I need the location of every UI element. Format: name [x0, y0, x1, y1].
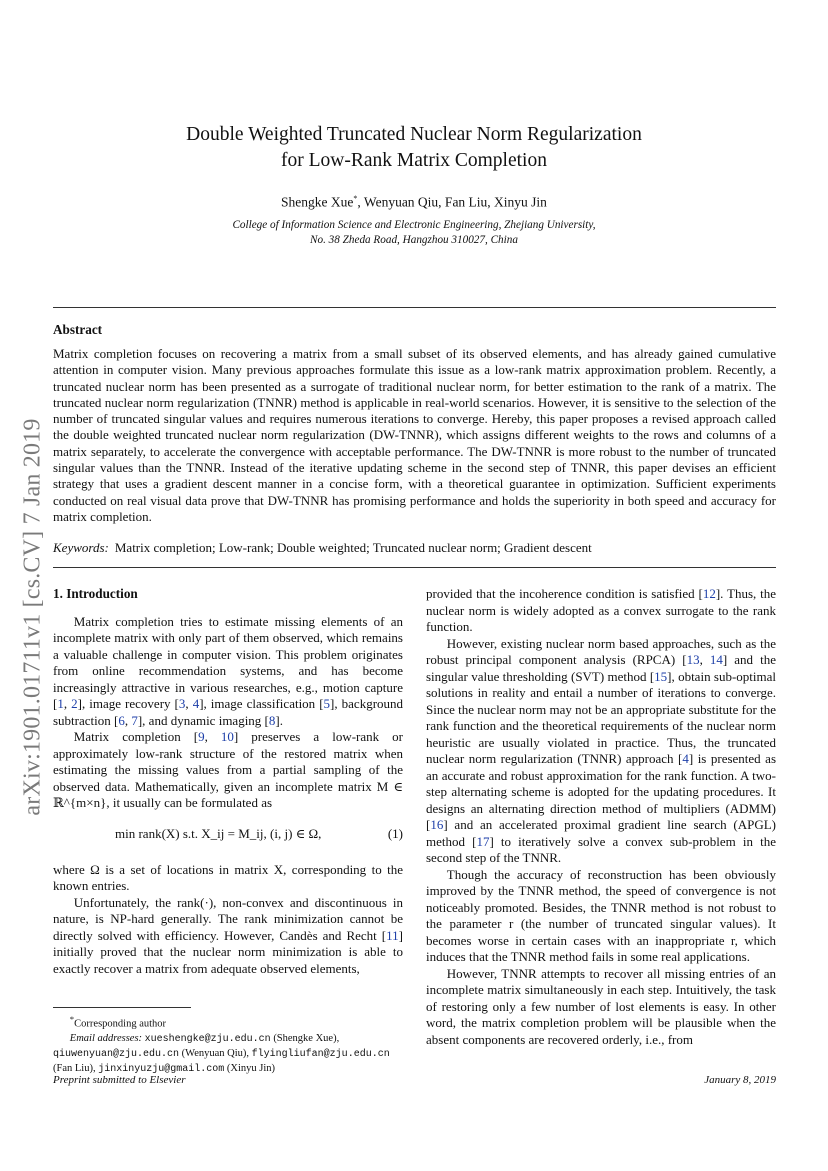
paper-title [0, 122, 828, 174]
footnote-corresponding: *Corresponding author [69, 1014, 167, 1030]
affiliation-line-1: College of Information Science and Electronic Engineering, Zhejiang University, [232, 219, 596, 231]
section-heading-introduction: 1. Introduction [53, 586, 138, 601]
citation-link[interactable]: 5 [323, 696, 331, 711]
citation-link[interactable]: 15 [654, 668, 668, 684]
abstract-body: Matrix completion focuses on recovering a matrix from a small subset of its observed elements, and has already gained cumulative attention in computer vision. Many previous approaches formulate this issue as a low-rank matrix approximation problem. Recently, a truncated nuclear norm has been presented as a surrogate of traditional nuclear norm, for better estimation to the rank of a matrix. The truncated nuclear norm regularization (TNNR) method is applicable in real-world scenarios. However, it is sensitive to the selection of the number of truncated singular values and requires numerous iterations to converge. Hereby, this paper proposes a revised approach called the double weighted truncated nuclear norm regularization (DW-TNNR), which assigns different weights to the rows and columns of a matrix separately, to accelerate the convergence with acceptable performance. The DW-TNNR is more robust to the number of truncated singular values than the TNNR. Instead of the iterative updating scheme in the second step of TNNR, this paper devises an efficient strategy that uses a gradient descent manner in a concise form, with a theoretical guarantee in optimization. Sufficient experiments conducted on real visual data prove that DW-TNNR has promising performance and holds the superiority in both speed and accuracy for matrix completion. [53, 346, 776, 524]
citation-link[interactable]: 11 [386, 927, 399, 943]
intro-paragraph-5: provided that the incoherence condition is satisfied [12]. Thus, the nuclear norm is widely adopted as a convex surrogate to the rank function. [426, 586, 777, 634]
keywords-rule [53, 567, 776, 568]
citation-link[interactable]: 10 [220, 729, 234, 744]
affiliation [0, 218, 828, 247]
footnote-rule [53, 1007, 191, 1008]
footnote-emails: Email addresses: xueshengke@zju.edu.cn (Shengke Xue), qiuwenyuan@zju.edu.cn (Wenyuan Qiu), flyingliufan@zju.edu.cn (Fan Liu), jinxinyuzju@gmail.com (Xinyu Jin) [53, 1032, 390, 1075]
email-link[interactable]: jinxinyuzju@gmail.com [98, 1063, 225, 1075]
citation-link[interactable]: 6 [118, 712, 125, 728]
footer-preprint: Preprint submitted to Elsevier [53, 1074, 186, 1086]
author-list [0, 194, 828, 211]
citation-link[interactable]: 7 [131, 712, 138, 728]
citation-link[interactable]: 17 [476, 833, 490, 849]
email-link[interactable]: qiuwenyuan@zju.edu.cn [53, 1048, 180, 1060]
equation-1 [53, 826, 403, 856]
arxiv-identifier: arXiv:1901.01711v1 [cs.CV] 7 Jan 2019 [19, 418, 46, 816]
left-column [53, 586, 403, 977]
email-link[interactable]: xueshengke@zju.edu.cn [144, 1033, 271, 1045]
top-rule [53, 307, 776, 308]
keywords-text: Matrix completion; Low-rank; Double weighted; Truncated nuclear norm; Gradient descent [114, 540, 592, 555]
footer-date: January 8, 2019 [704, 1074, 776, 1086]
intro-paragraph-6: However, existing nuclear norm based approaches, such as the robust principal component analysis (RPCA) [13, 14] and the singular value thresholding (SVT) method [15], obtain sub-optimal solutions in reality and entail a number of iterations to converge. Since the nuclear norm may not be an appropriate substitute for the rank function and the theoretical requirements of the nuclear norm heuristic are usually violated in practice. Thus, the truncated nuclear norm regularization (TNNR) approach [4] is presented as an accurate and robust approximation for the rank function. A two-step alternating scheme is adopted for the updating procedures. It designs an alternating direction method of multipliers (ADMM) [16] and an accelerated proximal gradient line search (APGL) method [17] to iteratively solve a convex sub-problem in the second step of the TNNR. [426, 635, 777, 865]
title-line-1: Double Weighted Truncated Nuclear Norm Regularization [186, 124, 642, 145]
affiliation-line-2: No. 38 Zheda Road, Hangzhou 310027, China [310, 233, 518, 246]
corresponding-mark: * [353, 194, 358, 203]
intro-paragraph-7: Though the accuracy of reconstruction has been obviously improved by the TNNR method, the speed of convergence is not noticeably promoted. Besides, the TNNR method is not robust to the parameter r (the number of truncated singular values). It becomes worse in certain cases with an inappropriate r, which induces that the TNNR method fails in some real applications. [426, 866, 776, 964]
citation-link[interactable]: 2 [71, 696, 78, 711]
intro-paragraph-8: However, TNNR attempts to recover all missing entries of an incomplete matrix simultaneously in each step. Intuitively, the task of restoring only a few number of lost elements is easy. In other word, the matrix completion problem will be plausible when the absent components are recovered orderly, i.e., from [426, 965, 776, 1047]
citation-link[interactable]: 8 [268, 712, 276, 728]
keywords [53, 540, 592, 556]
citation-link[interactable]: 9 [198, 729, 205, 744]
intro-paragraph-4: Unfortunately, the rank(·), non-convex and discontinuous in nature, is NP-hard generally. The rank minimization cannot be directly solved with efficiency. However, Candès and Recht [11] initially proved that the nuclear norm minimization is able to exactly recover a matrix from adequate observed elements, [53, 894, 403, 976]
intro-paragraph-1: Matrix completion tries to estimate missing elements of an incomplete matrix with only part of them observed, which remains a valuable challenge in computer vision. This problem originates from online recommendation systems, and has become increasingly attractive in various researches, e.g., motion capture [1, 2], image recovery [3, 4], image classification [5], background subtraction [6, 7], and dynamic imaging [8]. [53, 613, 404, 728]
citation-link[interactable]: 14 [709, 652, 723, 667]
intro-paragraph-3: where Ω is a set of locations in matrix X, corresponding to the known entries. [53, 861, 403, 893]
arxiv-sidebar-stamp [16, 372, 50, 862]
other-authors: , Wenyuan Qiu, Fan Liu, Xinyu Jin [357, 194, 547, 210]
footnote [53, 1012, 403, 1077]
citation-link[interactable]: 4 [192, 696, 200, 711]
email-link[interactable]: flyingliufan@zju.edu.cn [251, 1048, 390, 1060]
abstract-heading: Abstract [53, 322, 103, 337]
citation-link[interactable]: 3 [178, 696, 186, 711]
citation-link[interactable]: 16 [430, 817, 444, 832]
equation-body: min rank(X) s.t. X_ij = M_ij, (i, j) ∈ Ω, [115, 825, 322, 841]
citation-link[interactable]: 12 [702, 586, 716, 601]
citation-link[interactable]: 1 [57, 696, 64, 711]
intro-paragraph-2: Matrix completion [9, 10] preserves a low-rank or approximately low-rank structure of the restored matrix when estimating the missing values from a partial sampling of the observed data. Mathematically, given an incomplete matrix M ∈ ℝ^{m×n}, it usually can be formulated as [53, 729, 404, 810]
equation-number: (1) [387, 825, 403, 841]
title-line-2: for Low-Rank Matrix Completion [281, 150, 547, 171]
right-column [426, 586, 776, 1048]
citation-link[interactable]: 13 [686, 652, 700, 667]
citation-link[interactable]: 4 [682, 751, 689, 766]
keywords-label: Keywords: [53, 540, 109, 555]
author-1: Shengke Xue [281, 194, 354, 210]
